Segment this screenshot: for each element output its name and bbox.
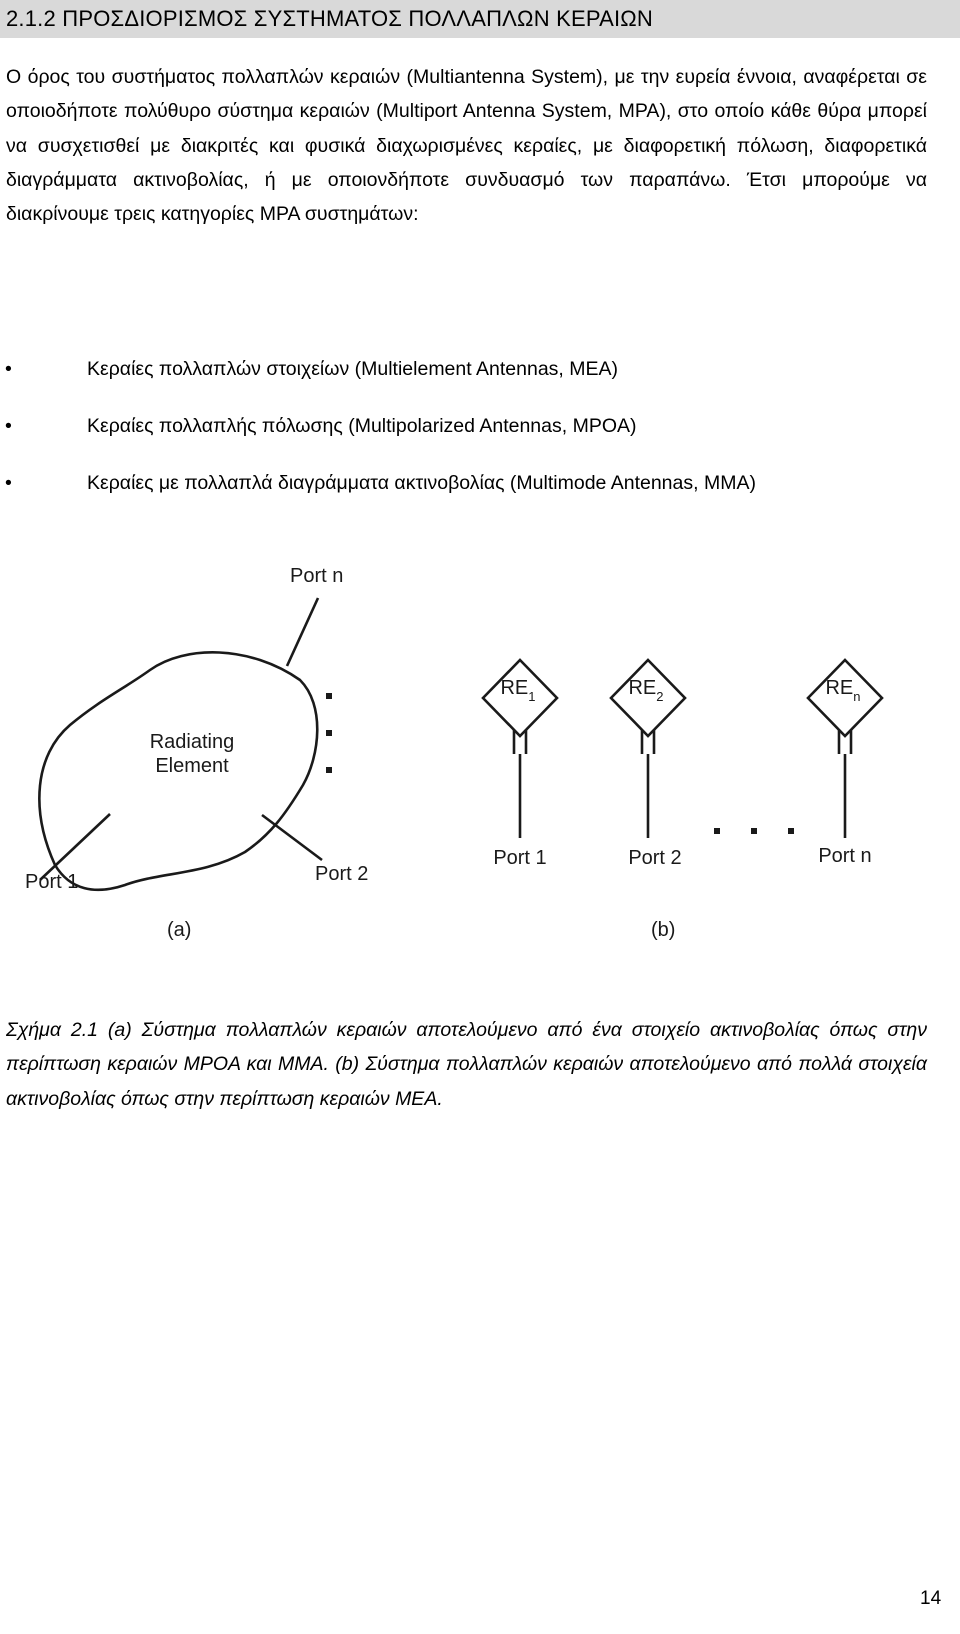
re-1-label-main: RE [500,677,529,699]
re-1-label [500,677,535,704]
bullet-list [0,352,960,523]
dot [788,828,794,834]
dot [751,828,757,834]
antenna-figure [0,560,960,990]
dot [326,693,332,699]
bullet-icon: • [5,415,12,437]
intro-paragraph: Ο όρος του συστήματος πολλαπλών κεραιών (Multiantenna System), με την ευρεία έννοια, αναφέρεται σε οποιοδήποτε πολύθυρο σύστημα κεραιών (Multiport Antenna System, MPA), στο οποίο κάθε θύρα μπορεί να συσχετισθεί με διακριτές και φυσικά διαχωρισμένες κεραίες, με διαφορετική πόλωση, διαφορετικά διαγράμματα ακτινοβολίας, ή με οποιονδήποτε συνδυασμό των παραπάνω. Έτσι μπορούμε να διακρίνουμε τρεις κατηγορίες MPA συστημάτων: [6,66,927,226]
bullet-icon: • [5,358,12,380]
bullet-text: Κεραίες με πολλαπλά διαγράμματα ακτινοβολίας (Multimode Antennas, MMA) [87,472,756,494]
re-1-label-sub: 1 [528,689,536,704]
page-number: 14 [920,1588,942,1609]
port-2-label: Port 2 [315,863,369,885]
re-n-label-main: RE [825,677,854,699]
port-n-lead [287,598,318,666]
dot [326,767,332,773]
list-item [0,352,960,409]
panel-b-dots [714,828,794,834]
dot [714,828,720,834]
radiating-element-label: Radiating [149,731,235,753]
section-heading: 2.1.2 ΠΡΟΣΔΙΟΡΙΣΜΟΣ ΣΥΣΤΗΜΑΤΟΣ ΠΟΛΛΑΠΛΩΝ ΚΕΡΑΙΩΝ [0,0,960,38]
re-n-port-label: Port n [818,845,872,867]
re-2-label-main: RE [628,677,657,699]
list-item [0,466,960,523]
panel-a-dots [326,693,332,773]
bullet-icon: • [5,472,12,494]
re-1-port-label: Port 1 [493,847,547,869]
re-2-label [628,677,663,704]
list-item [0,409,960,466]
panel-a-label: (a) [167,919,192,941]
panel-b [483,660,882,838]
panel-b-label: (b) [651,919,676,941]
re-2-label-sub: 2 [656,689,664,704]
re-n-label [825,677,860,704]
re-n-label-sub: n [853,689,861,704]
re-2-port-label: Port 2 [628,847,682,869]
dot [326,730,332,736]
bullet-text: Κεραίες πολλαπλής πόλωσης (Multipolarized Antennas, MPOA) [87,415,637,437]
port-n-label: Port n [290,565,344,587]
radiating-element-label: Element [155,755,229,777]
port-1-label: Port 1 [25,871,79,893]
port-2-lead [262,815,322,860]
antenna-diagram [0,560,960,990]
figure-caption: Σχήμα 2.1 (a) Σύστημα πολλαπλών κεραιών αποτελούμενο από ένα στοιχείο ακτινοβολίας όπως στην περίπτωση κεραιών MPOA και MMA. (b) Σύστημα πολλαπλών κεραιών αποτελούμενο από πολλά στοιχεία ακτινοβολίας όπως στην περίπτωση κεραιών MEA. [6,1019,927,1110]
bullet-text: Κεραίες πολλαπλών στοιχείων (Multielement Antennas, MEA) [87,358,618,380]
